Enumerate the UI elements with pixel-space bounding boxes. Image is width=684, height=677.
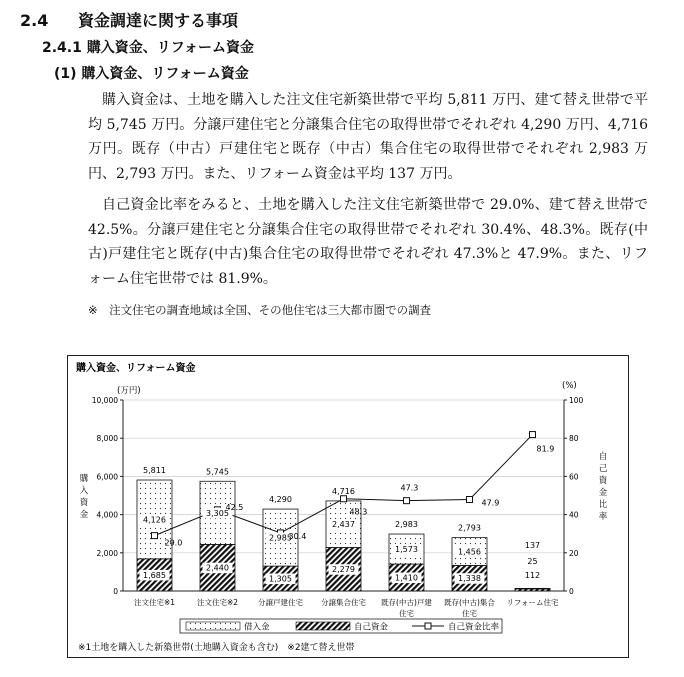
x-tick-label: 注文住宅※2 [196, 598, 239, 607]
x-tick-label: 分譲集合住宅 [321, 598, 366, 607]
x-tick-label: 既存(中古)集合 [444, 598, 495, 607]
label-borrowing: 1,573 [395, 545, 418, 555]
chart-title: 購入資金、リフォーム資金 [76, 363, 196, 374]
label-total: 137 [524, 541, 541, 550]
label-borrowing: 2,437 [332, 520, 355, 530]
label-total: 2,793 [458, 523, 481, 533]
label-total: 4,716 [332, 486, 355, 496]
y-tick-label-right: 40 [569, 510, 579, 520]
legend-label-ratio: 自己資金比率 [448, 622, 500, 633]
label-own-funds: 1,685 [143, 570, 166, 580]
label-borrowing: 25 [527, 557, 538, 566]
left-axis-unit: (万円) [117, 386, 141, 396]
legend-label-borrowing: 借入金 [244, 622, 270, 633]
right-axis-title-char: 金 [598, 488, 608, 498]
y-tick-label-left: 6,000 [96, 472, 118, 482]
right-axis-title [599, 451, 608, 522]
x-tick-label: 注文住宅※1 [133, 598, 176, 607]
label-total: 5,811 [143, 466, 166, 476]
legend-swatch-ratio-marker [425, 623, 431, 629]
x-tick-label: 住宅 [399, 609, 414, 618]
y-tick-label-left: 0 [113, 587, 118, 596]
subsection-heading: 2.4.1 購入資金、リフォーム資金 [42, 40, 255, 56]
legend-label-own-funds: 自己資金 [354, 622, 389, 633]
y-tick-label-left: 10,000 [91, 396, 118, 405]
label-borrowing: 3,305 [206, 508, 229, 518]
item-heading: (1) 購入資金、リフォーム資金 [54, 66, 249, 82]
right-axis-unit: (%) [562, 381, 577, 391]
ratio-marker [467, 497, 473, 503]
label-ratio: 47.3 [400, 483, 419, 493]
label-own-funds: 2,279 [332, 565, 355, 575]
label-ratio: 42.5 [225, 502, 244, 512]
y-tick-label-right: 80 [569, 434, 579, 444]
legend-swatch-own-funds [296, 622, 350, 630]
y-tick-label-right: 20 [569, 548, 579, 558]
label-ratio: 48.3 [349, 507, 368, 517]
right-axis-title-char: 資 [598, 476, 608, 486]
section-title: 資金調達に関する事項 [78, 11, 239, 30]
ratio-marker [152, 533, 158, 539]
label-ratio: 47.9 [481, 498, 500, 508]
section-heading [20, 8, 238, 31]
left-axis-title-char: 購 [79, 474, 89, 484]
y-tick-label-right: 0 [569, 587, 574, 596]
x-tick-label: 住宅 [462, 609, 477, 618]
label-total: 5,745 [206, 467, 229, 477]
label-ratio: 29.0 [164, 538, 183, 548]
x-tick-label: リフォーム住宅 [506, 598, 559, 607]
label-ratio: 81.9 [536, 444, 555, 454]
right-axis-title-char: 自 [598, 452, 608, 462]
chart-footnote: ※1土地を購入した新築世帯(土地購入資金も含む) ※2建て替え世帯 [78, 643, 355, 653]
label-borrowing: 4,126 [143, 515, 166, 525]
paragraph-own-funds-ratio: 自己資金比率をみると、土地を購入した注文住宅新築世帯で 29.0%、建て替え世帯で 42.5%。分譲戸建住宅と分譲集合住宅の取得世帯でそれぞれ 30.4%、48.3%。既存(中古)戸建住宅と既存(中古)集合住宅の取得世帯でそれぞれ 47.3%と 47.9%。また、リフォーム住宅世帯では 81.9%。 [88, 197, 648, 287]
y-tick-label-left: 2,000 [96, 548, 118, 558]
label-ratio: 30.4 [288, 531, 307, 541]
legend-swatch-borrowing [186, 622, 240, 630]
survey-area-note: ※ 注文住宅の調査地域は全国、その他住宅は三大都市圏での調査 [88, 303, 432, 317]
y-tick-label-right: 100 [569, 396, 584, 405]
y-tick-label-right: 60 [569, 472, 579, 482]
ratio-marker [530, 432, 536, 438]
label-borrowing: 2,985 [269, 533, 292, 543]
left-axis-title-char: 入 [79, 486, 89, 496]
ratio-marker [404, 498, 410, 504]
left-axis-title-char: 金 [79, 510, 89, 520]
right-axis-title-char: 比 [598, 500, 608, 510]
x-tick-label: 分譲戸建住宅 [258, 598, 303, 607]
label-borrowing: 1,456 [458, 547, 481, 557]
right-axis-title-char: 率 [598, 512, 608, 522]
ratio-marker [341, 496, 347, 502]
label-own-funds: 112 [524, 571, 541, 580]
paragraph-purchase-funds: 購入資金は、土地を購入した注文住宅新築世帯で平均 5,811 万円、建て替え世帯で平均 5,745 万円。分譲戸建住宅と分譲集合住宅の取得世帯でそれぞれ 4,290 万円、4,716 万円。既存（中古）戸建住宅と既存（中古）集合住宅の取得世帯でそれぞれ 2,983 万円、2,793 万円。また、リフォーム資金は平均 137 万円。 [88, 92, 648, 182]
left-axis-title-char: 資 [79, 498, 89, 508]
label-total: 2,983 [395, 520, 418, 530]
right-axis-title-char: 己 [598, 464, 608, 474]
left-axis-title [80, 473, 89, 520]
legend [180, 619, 502, 633]
label-own-funds: 1,410 [395, 573, 418, 583]
label-own-funds: 1,305 [269, 574, 292, 584]
y-tick-label-left: 4,000 [96, 510, 118, 520]
label-total: 4,290 [269, 495, 292, 505]
chart-frame [67, 355, 629, 658]
section-number: 2.4 [20, 11, 49, 30]
funding-chart [68, 356, 628, 657]
x-tick-label: 既存(中古)戸建 [381, 598, 432, 607]
label-own-funds: 1,338 [458, 574, 481, 584]
label-own-funds: 2,440 [206, 563, 229, 573]
y-tick-label-left: 8,000 [96, 434, 118, 444]
